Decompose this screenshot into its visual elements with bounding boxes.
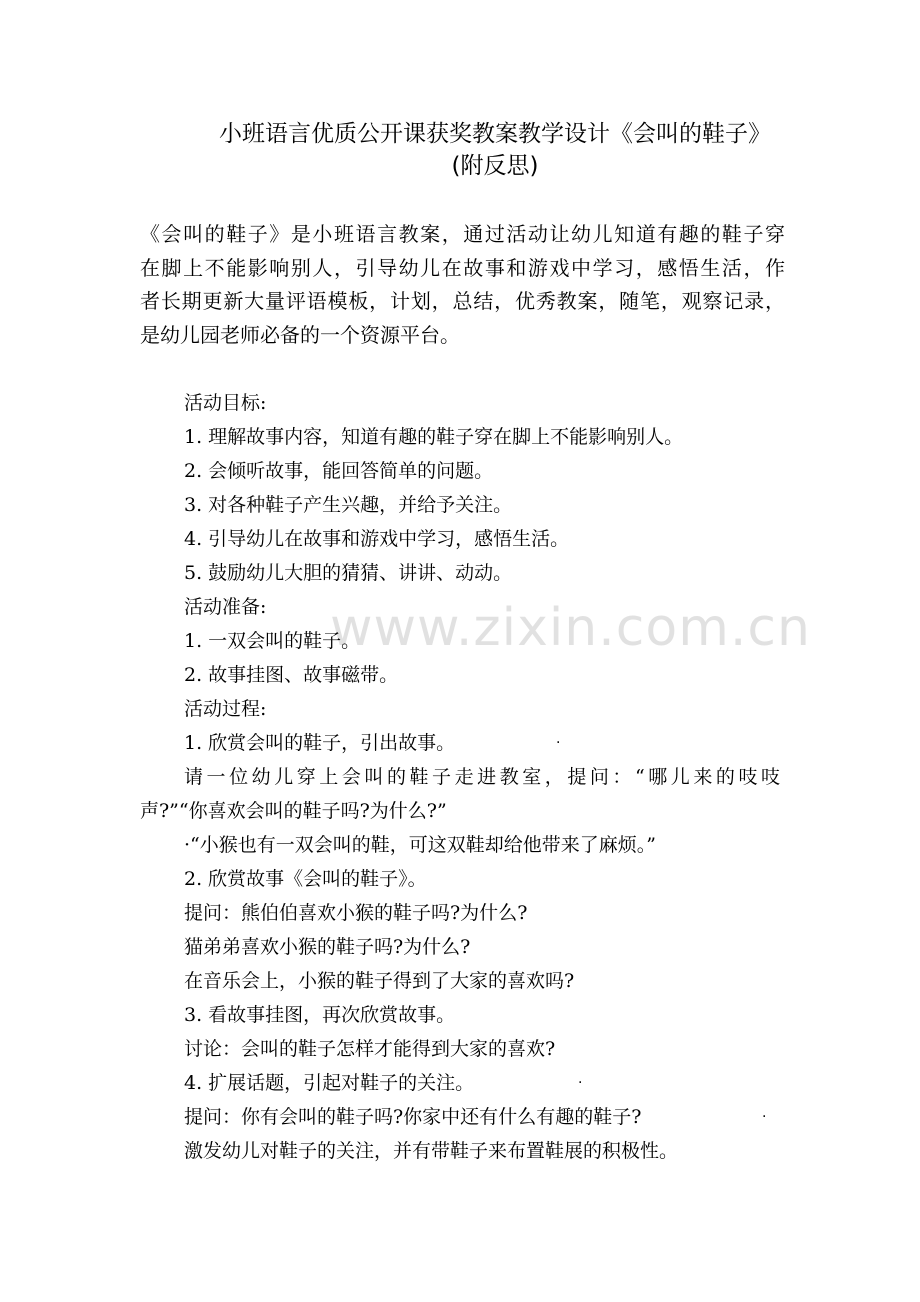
stray-dot-mark: ·	[556, 735, 561, 751]
step4-question: 提问：你有会叫的鞋子吗?你家中还有什么有趣的鞋子?	[184, 1106, 642, 1128]
step1-quote: ·“小猴也有一双会叫的鞋，可这双鞋却给他带来了麻烦。”	[184, 834, 656, 856]
prep-item: 1. 一双会叫的鞋子。	[184, 630, 361, 652]
goal-item: 3. 对各种鞋子产生兴趣，并给予关注。	[184, 494, 513, 516]
step1-detail-line2: 声?”“你喜欢会叫的鞋子吗?为什么?”	[140, 800, 447, 822]
process-heading: 活动过程:	[184, 698, 267, 720]
step2-question: 提问：熊伯伯喜欢小猴的鞋子吗?为什么?	[184, 902, 528, 924]
intro-paragraph	[140, 218, 785, 352]
intro-line: 《会叫的鞋子》是小班语言教案，通过活动让幼儿知道有趣的鞋子穿	[140, 222, 785, 246]
document-title-line1: 小班语言优质公开课获奖教案教学设计《会叫的鞋子》	[219, 121, 771, 147]
stray-dot-mark: ·	[762, 1109, 767, 1125]
goal-item: 4. 引导幼儿在故事和游戏中学习，感悟生活。	[184, 528, 570, 550]
goal-item: 1. 理解故事内容，知道有趣的鞋子穿在脚上不能影响别人。	[184, 426, 684, 448]
intro-line: 是幼儿园老师必备的一个资源平台。	[140, 322, 460, 347]
stray-dot-mark: ·	[578, 1075, 583, 1091]
document-title-line2: (附反思)	[451, 153, 539, 179]
process-step-4: 4. 扩展话题，引起对鞋子的关注。	[184, 1072, 475, 1094]
intro-line: 在脚上不能影响别人，引导幼儿在故事和游戏中学习，感悟生活，作	[140, 255, 785, 280]
step2-question: 猫弟弟喜欢小猴的鞋子吗?为什么?	[184, 936, 471, 958]
goal-item: 2. 会倾听故事，能回答简单的问题。	[184, 460, 494, 482]
prep-item: 2. 故事挂图、故事磁带。	[184, 664, 399, 686]
process-step-2: 2. 欣赏故事《会叫的鞋子》。	[184, 868, 427, 890]
process-step-3: 3. 看故事挂图，再次欣赏故事。	[184, 1004, 456, 1026]
goal-item: 5. 鼓励幼儿大胆的猜猜、讲讲、动动。	[184, 562, 513, 584]
process-step-1: 1. 欣赏会叫的鞋子，引出故事。	[184, 732, 456, 754]
step3-discussion: 讨论：会叫的鞋子怎样才能得到大家的喜欢?	[184, 1038, 556, 1060]
goals-heading: 活动目标:	[184, 392, 267, 414]
watermark: www.zixin.com.cn	[330, 598, 811, 658]
step2-question: 在音乐会上，小猴的鞋子得到了大家的喜欢吗?	[184, 970, 575, 992]
step4-aim: 激发幼儿对鞋子的关注，并有带鞋子来布置鞋展的积极性。	[184, 1140, 679, 1162]
prep-heading: 活动准备:	[184, 596, 267, 618]
intro-line: 者长期更新大量评语模板，计划，总结，优秀教案，随笔，观察记录，	[140, 289, 785, 313]
step1-detail-line1: 请一位幼儿穿上会叫的鞋子走进教室，提问：“哪儿来的吱吱	[184, 766, 780, 788]
